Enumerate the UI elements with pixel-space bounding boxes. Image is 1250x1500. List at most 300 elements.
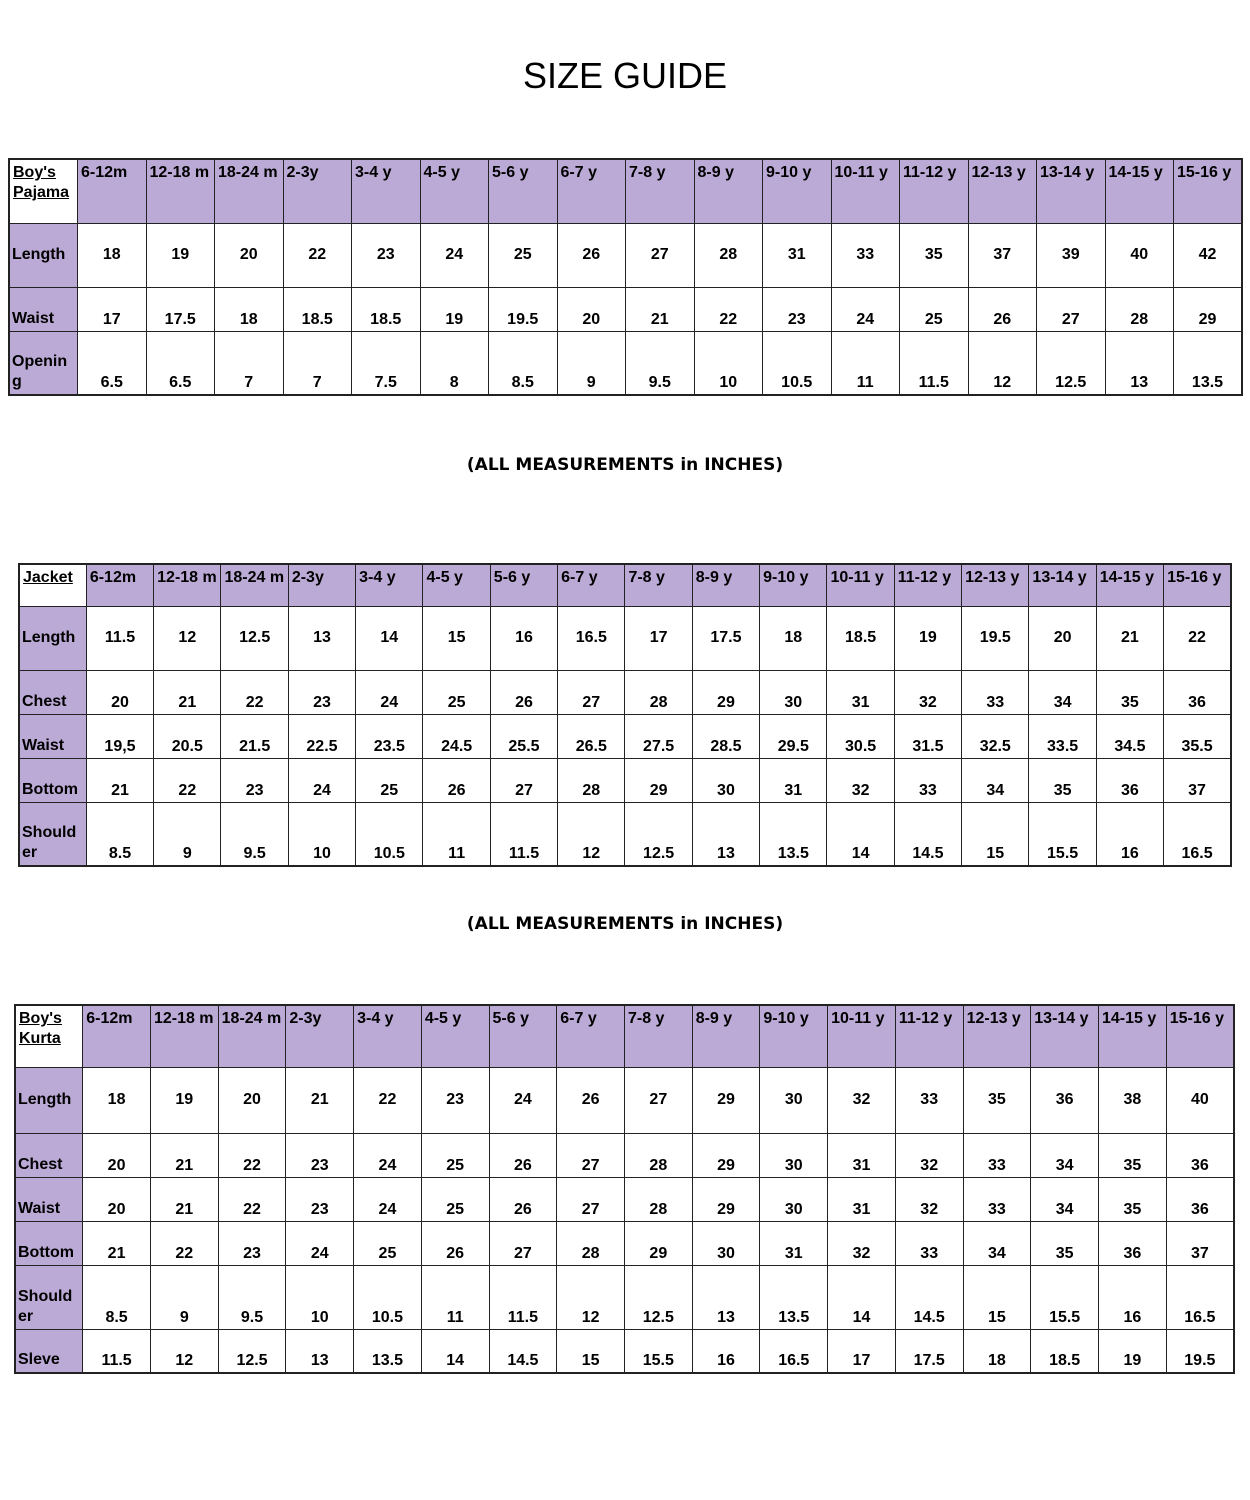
measurement-value: 11.5 bbox=[489, 1265, 557, 1329]
measurement-value: 18.5 bbox=[352, 287, 421, 331]
measurement-value: 37 bbox=[968, 223, 1037, 287]
measurement-value: 31.5 bbox=[894, 714, 961, 758]
measurement-value: 20 bbox=[218, 1067, 286, 1133]
measurement-value: 28 bbox=[557, 1221, 625, 1265]
measurement-label: Opening bbox=[9, 331, 78, 395]
measurement-value: 21 bbox=[1096, 606, 1163, 670]
measurement-value: 18.5 bbox=[827, 606, 894, 670]
measurement-value: 32 bbox=[828, 1221, 896, 1265]
measurement-value: 31 bbox=[760, 1221, 828, 1265]
measurement-value: 40 bbox=[1166, 1067, 1234, 1133]
measurement-row bbox=[19, 802, 1231, 866]
measurement-label: Chest bbox=[15, 1133, 83, 1177]
measurement-value: 26 bbox=[489, 1177, 557, 1221]
measurement-value: 35 bbox=[1029, 758, 1096, 802]
measurement-value: 31 bbox=[760, 758, 827, 802]
measurement-value: 16.5 bbox=[558, 606, 625, 670]
measurement-value: 19.5 bbox=[489, 287, 558, 331]
measurement-note: (ALL MEASUREMENTS in INCHES) bbox=[466, 455, 784, 475]
measurement-value: 17.5 bbox=[895, 1329, 963, 1373]
measurement-value: 15.5 bbox=[1029, 802, 1096, 866]
page-title: SIZE GUIDE bbox=[522, 55, 728, 96]
measurement-value: 17 bbox=[828, 1329, 896, 1373]
measurement-value: 25 bbox=[900, 287, 969, 331]
measurement-value: 19 bbox=[1099, 1329, 1167, 1373]
size-header-cell: 15-16 y bbox=[1166, 1005, 1234, 1067]
measurement-value: 16 bbox=[1099, 1265, 1167, 1329]
measurement-value: 26 bbox=[489, 1133, 557, 1177]
size-header-cell: 5-6 y bbox=[490, 564, 557, 606]
size-header-cell: 7-8 y bbox=[626, 159, 695, 223]
measurement-value: 17 bbox=[78, 287, 147, 331]
size-header-cell: 9-10 y bbox=[760, 1005, 828, 1067]
measurement-value: 13.5 bbox=[760, 1265, 828, 1329]
measurement-value: 6.5 bbox=[146, 331, 215, 395]
measurement-value: 30 bbox=[760, 1067, 828, 1133]
measurement-value: 26.5 bbox=[558, 714, 625, 758]
measurement-value: 13 bbox=[692, 802, 759, 866]
measurement-row bbox=[15, 1177, 1234, 1221]
measurement-label: Length bbox=[19, 606, 86, 670]
size-header-cell: 6-12m bbox=[83, 1005, 151, 1067]
measurement-value: 29 bbox=[692, 1067, 760, 1133]
measurement-value: 37 bbox=[1164, 758, 1231, 802]
measurement-label: Waist bbox=[15, 1177, 83, 1221]
measurement-value: 32.5 bbox=[962, 714, 1029, 758]
measurement-value: 28 bbox=[1105, 287, 1174, 331]
measurement-value: 30 bbox=[760, 1133, 828, 1177]
measurement-value: 38 bbox=[1099, 1067, 1167, 1133]
size-header-cell: 6-12m bbox=[86, 564, 153, 606]
measurement-value: 23 bbox=[286, 1177, 354, 1221]
size-header-cell: 8-9 y bbox=[692, 564, 759, 606]
measurement-value: 42 bbox=[1174, 223, 1243, 287]
measurement-value: 11 bbox=[421, 1265, 489, 1329]
size-header-cell: 14-15 y bbox=[1099, 1005, 1167, 1067]
size-header-cell: 9-10 y bbox=[763, 159, 832, 223]
measurement-value: 7 bbox=[283, 331, 352, 395]
size-header-cell: 4-5 y bbox=[420, 159, 489, 223]
measurement-value: 25.5 bbox=[490, 714, 557, 758]
measurement-value: 31 bbox=[827, 670, 894, 714]
measurement-value: 18 bbox=[215, 287, 284, 331]
measurement-value: 16.5 bbox=[1164, 802, 1231, 866]
measurement-label: Bottom bbox=[15, 1221, 83, 1265]
measurement-value: 28 bbox=[558, 758, 625, 802]
size-header-cell: 3-4 y bbox=[354, 1005, 422, 1067]
measurement-value: 21 bbox=[150, 1133, 218, 1177]
measurement-value: 32 bbox=[894, 670, 961, 714]
measurement-value: 9 bbox=[150, 1265, 218, 1329]
measurement-value: 21 bbox=[86, 758, 153, 802]
table-label: Boy's Kurta bbox=[15, 1005, 83, 1067]
measurement-value: 9 bbox=[154, 802, 221, 866]
measurement-value: 18 bbox=[963, 1329, 1031, 1373]
size-header-cell: 10-11 y bbox=[831, 159, 900, 223]
measurement-value: 13 bbox=[286, 1329, 354, 1373]
size-header-cell: 2-3y bbox=[283, 159, 352, 223]
measurement-row bbox=[15, 1133, 1234, 1177]
measurement-value: 39 bbox=[1037, 223, 1106, 287]
measurement-value: 13.5 bbox=[1174, 331, 1243, 395]
measurement-value: 29 bbox=[624, 1221, 692, 1265]
measurement-row bbox=[9, 331, 1242, 395]
measurement-value: 22 bbox=[354, 1067, 422, 1133]
measurement-label: Shoulder bbox=[19, 802, 86, 866]
size-header-row bbox=[9, 159, 1242, 223]
measurement-value: 28 bbox=[624, 1177, 692, 1221]
pajama-size-table bbox=[8, 158, 1243, 396]
size-header-cell: 10-11 y bbox=[828, 1005, 896, 1067]
table-label: Boy's Pajama bbox=[9, 159, 78, 223]
measurement-value: 14 bbox=[356, 606, 423, 670]
size-header-cell: 12-18 m bbox=[154, 564, 221, 606]
measurement-value: 12.5 bbox=[221, 606, 288, 670]
measurement-value: 10.5 bbox=[763, 331, 832, 395]
measurement-value: 21 bbox=[150, 1177, 218, 1221]
measurement-value: 25 bbox=[421, 1177, 489, 1221]
size-header-cell: 7-8 y bbox=[624, 1005, 692, 1067]
size-header-cell: 18-24 m bbox=[218, 1005, 286, 1067]
measurement-value: 36 bbox=[1099, 1221, 1167, 1265]
measurement-value: 29 bbox=[692, 1133, 760, 1177]
measurement-row bbox=[9, 287, 1242, 331]
measurement-value: 23 bbox=[421, 1067, 489, 1133]
measurement-value: 23 bbox=[352, 223, 421, 287]
size-header-cell: 8-9 y bbox=[694, 159, 763, 223]
measurement-label: Shoulder bbox=[15, 1265, 83, 1329]
measurement-row bbox=[19, 670, 1231, 714]
measurement-value: 20 bbox=[83, 1177, 151, 1221]
measurement-label: Waist bbox=[19, 714, 86, 758]
measurement-value: 33 bbox=[894, 758, 961, 802]
size-header-cell: 6-12m bbox=[78, 159, 147, 223]
measurement-value: 22 bbox=[694, 287, 763, 331]
measurement-value: 30 bbox=[760, 1177, 828, 1221]
measurement-value: 13 bbox=[288, 606, 355, 670]
measurement-value: 12 bbox=[968, 331, 1037, 395]
measurement-value: 8.5 bbox=[86, 802, 153, 866]
measurement-value: 12.5 bbox=[625, 802, 692, 866]
measurement-value: 22.5 bbox=[288, 714, 355, 758]
measurement-value: 36 bbox=[1164, 670, 1231, 714]
measurement-value: 14.5 bbox=[895, 1265, 963, 1329]
size-header-cell: 13-14 y bbox=[1029, 564, 1096, 606]
measurement-value: 20.5 bbox=[154, 714, 221, 758]
measurement-value: 20 bbox=[86, 670, 153, 714]
measurement-value: 14 bbox=[827, 802, 894, 866]
measurement-value: 10 bbox=[288, 802, 355, 866]
measurement-value: 33 bbox=[963, 1133, 1031, 1177]
measurement-value: 6.5 bbox=[78, 331, 147, 395]
measurement-row bbox=[15, 1221, 1234, 1265]
size-header-cell: 5-6 y bbox=[489, 1005, 557, 1067]
measurement-value: 19 bbox=[150, 1067, 218, 1133]
measurement-value: 7 bbox=[215, 331, 284, 395]
size-header-cell: 18-24 m bbox=[221, 564, 288, 606]
measurement-value: 18 bbox=[760, 606, 827, 670]
measurement-value: 21 bbox=[83, 1221, 151, 1265]
measurement-value: 27 bbox=[558, 670, 625, 714]
measurement-value: 35 bbox=[1099, 1177, 1167, 1221]
size-header-row bbox=[19, 564, 1231, 606]
kurta-size-table bbox=[14, 1004, 1235, 1374]
measurement-row bbox=[19, 606, 1231, 670]
jacket-size-table bbox=[18, 563, 1232, 867]
measurement-value: 15 bbox=[423, 606, 490, 670]
measurement-value: 31 bbox=[828, 1177, 896, 1221]
size-header-cell: 4-5 y bbox=[423, 564, 490, 606]
measurement-value: 15.5 bbox=[624, 1329, 692, 1373]
measurement-value: 11 bbox=[423, 802, 490, 866]
measurement-value: 26 bbox=[968, 287, 1037, 331]
size-header-cell: 14-15 y bbox=[1096, 564, 1163, 606]
measurement-value: 17 bbox=[625, 606, 692, 670]
measurement-value: 23.5 bbox=[356, 714, 423, 758]
measurement-value: 32 bbox=[828, 1067, 896, 1133]
measurement-value: 34 bbox=[1031, 1177, 1099, 1221]
measurement-value: 9.5 bbox=[626, 331, 695, 395]
measurement-value: 9 bbox=[557, 331, 626, 395]
measurement-value: 23 bbox=[288, 670, 355, 714]
measurement-value: 23 bbox=[763, 287, 832, 331]
measurement-value: 29 bbox=[1174, 287, 1243, 331]
measurement-value: 10.5 bbox=[354, 1265, 422, 1329]
measurement-value: 26 bbox=[557, 1067, 625, 1133]
measurement-label: Bottom bbox=[19, 758, 86, 802]
measurement-value: 40 bbox=[1105, 223, 1174, 287]
measurement-value: 33 bbox=[895, 1221, 963, 1265]
size-header-cell: 3-4 y bbox=[352, 159, 421, 223]
measurement-label: Chest bbox=[19, 670, 86, 714]
measurement-value: 10.5 bbox=[356, 802, 423, 866]
measurement-value: 33 bbox=[962, 670, 1029, 714]
measurement-value: 35 bbox=[963, 1067, 1031, 1133]
size-header-cell: 11-12 y bbox=[894, 564, 961, 606]
measurement-value: 20 bbox=[557, 287, 626, 331]
measurement-value: 36 bbox=[1031, 1067, 1099, 1133]
size-header-cell: 11-12 y bbox=[900, 159, 969, 223]
size-header-row bbox=[15, 1005, 1234, 1067]
measurement-value: 9.5 bbox=[221, 802, 288, 866]
measurement-value: 28.5 bbox=[692, 714, 759, 758]
measurement-value: 22 bbox=[218, 1133, 286, 1177]
size-header-cell: 12-18 m bbox=[146, 159, 215, 223]
table-label: Jacket bbox=[19, 564, 86, 606]
measurement-value: 26 bbox=[490, 670, 557, 714]
measurement-value: 8.5 bbox=[83, 1265, 151, 1329]
measurement-value: 10 bbox=[694, 331, 763, 395]
measurement-row bbox=[15, 1265, 1234, 1329]
measurement-value: 12 bbox=[154, 606, 221, 670]
measurement-value: 32 bbox=[895, 1177, 963, 1221]
measurement-value: 25 bbox=[356, 758, 423, 802]
measurement-value: 27 bbox=[557, 1133, 625, 1177]
measurement-value: 8 bbox=[420, 331, 489, 395]
size-header-cell: 14-15 y bbox=[1105, 159, 1174, 223]
size-header-cell: 7-8 y bbox=[625, 564, 692, 606]
measurement-value: 20 bbox=[215, 223, 284, 287]
measurement-value: 17.5 bbox=[692, 606, 759, 670]
measurement-value: 16 bbox=[490, 606, 557, 670]
measurement-value: 19.5 bbox=[962, 606, 1029, 670]
measurement-value: 35 bbox=[1096, 670, 1163, 714]
size-header-cell: 2-3y bbox=[286, 1005, 354, 1067]
measurement-value: 24.5 bbox=[423, 714, 490, 758]
measurement-value: 24 bbox=[489, 1067, 557, 1133]
measurement-row bbox=[15, 1067, 1234, 1133]
size-header-cell: 18-24 m bbox=[215, 159, 284, 223]
measurement-value: 13 bbox=[1105, 331, 1174, 395]
measurement-value: 30 bbox=[692, 1221, 760, 1265]
measurement-value: 22 bbox=[218, 1177, 286, 1221]
measurement-value: 37 bbox=[1166, 1221, 1234, 1265]
measurement-value: 21 bbox=[626, 287, 695, 331]
measurement-value: 29.5 bbox=[760, 714, 827, 758]
size-header-cell: 12-13 y bbox=[962, 564, 1029, 606]
measurement-row bbox=[9, 223, 1242, 287]
size-header-cell: 2-3y bbox=[288, 564, 355, 606]
measurement-value: 26 bbox=[423, 758, 490, 802]
measurement-value: 9.5 bbox=[218, 1265, 286, 1329]
measurement-value: 34.5 bbox=[1096, 714, 1163, 758]
size-header-cell: 10-11 y bbox=[827, 564, 894, 606]
measurement-value: 34 bbox=[1031, 1133, 1099, 1177]
size-header-cell: 11-12 y bbox=[895, 1005, 963, 1067]
size-header-cell: 6-7 y bbox=[558, 564, 625, 606]
measurement-value: 33 bbox=[831, 223, 900, 287]
measurement-value: 35 bbox=[900, 223, 969, 287]
measurement-value: 27 bbox=[489, 1221, 557, 1265]
measurement-value: 26 bbox=[557, 223, 626, 287]
measurement-row bbox=[19, 758, 1231, 802]
measurement-value: 36 bbox=[1096, 758, 1163, 802]
size-header-cell: 3-4 y bbox=[356, 564, 423, 606]
measurement-value: 35 bbox=[1031, 1221, 1099, 1265]
measurement-value: 22 bbox=[154, 758, 221, 802]
measurement-value: 24 bbox=[420, 223, 489, 287]
measurement-value: 21.5 bbox=[221, 714, 288, 758]
measurement-value: 12.5 bbox=[1037, 331, 1106, 395]
size-header-cell: 8-9 y bbox=[692, 1005, 760, 1067]
measurement-value: 25 bbox=[423, 670, 490, 714]
measurement-label: Sleve bbox=[15, 1329, 83, 1373]
size-header-cell: 5-6 y bbox=[489, 159, 558, 223]
measurement-value: 10 bbox=[286, 1265, 354, 1329]
measurement-value: 21 bbox=[286, 1067, 354, 1133]
measurement-value: 33.5 bbox=[1029, 714, 1096, 758]
size-header-cell: 12-13 y bbox=[968, 159, 1037, 223]
measurement-value: 11.5 bbox=[490, 802, 557, 866]
measurement-value: 14 bbox=[421, 1329, 489, 1373]
measurement-value: 30 bbox=[692, 758, 759, 802]
measurement-value: 18.5 bbox=[283, 287, 352, 331]
measurement-value: 26 bbox=[421, 1221, 489, 1265]
measurement-value: 36 bbox=[1166, 1133, 1234, 1177]
measurement-value: 34 bbox=[1029, 670, 1096, 714]
measurement-value: 29 bbox=[625, 758, 692, 802]
size-header-cell: 13-14 y bbox=[1031, 1005, 1099, 1067]
measurement-value: 18.5 bbox=[1031, 1329, 1099, 1373]
measurement-value: 24 bbox=[286, 1221, 354, 1265]
measurement-note: (ALL MEASUREMENTS in INCHES) bbox=[466, 914, 784, 934]
measurement-value: 29 bbox=[692, 670, 759, 714]
measurement-value: 11.5 bbox=[83, 1329, 151, 1373]
measurement-row bbox=[19, 714, 1231, 758]
measurement-value: 11 bbox=[831, 331, 900, 395]
size-header-cell: 15-16 y bbox=[1164, 564, 1231, 606]
measurement-value: 20 bbox=[83, 1133, 151, 1177]
measurement-value: 25 bbox=[354, 1221, 422, 1265]
measurement-value: 15 bbox=[962, 802, 1029, 866]
size-header-cell: 4-5 y bbox=[421, 1005, 489, 1067]
measurement-value: 11.5 bbox=[86, 606, 153, 670]
measurement-value: 32 bbox=[895, 1133, 963, 1177]
measurement-value: 22 bbox=[150, 1221, 218, 1265]
size-header-cell: 6-7 y bbox=[557, 159, 626, 223]
measurement-value: 36 bbox=[1166, 1177, 1234, 1221]
measurement-row bbox=[15, 1329, 1234, 1373]
measurement-value: 24 bbox=[354, 1177, 422, 1221]
measurement-value: 27 bbox=[1037, 287, 1106, 331]
measurement-value: 19.5 bbox=[1166, 1329, 1234, 1373]
measurement-value: 18 bbox=[83, 1067, 151, 1133]
measurement-value: 27.5 bbox=[625, 714, 692, 758]
measurement-value: 21 bbox=[154, 670, 221, 714]
measurement-value: 28 bbox=[694, 223, 763, 287]
measurement-value: 12 bbox=[558, 802, 625, 866]
measurement-value: 12 bbox=[557, 1265, 625, 1329]
measurement-value: 31 bbox=[763, 223, 832, 287]
measurement-value: 30.5 bbox=[827, 714, 894, 758]
size-header-cell: 6-7 y bbox=[557, 1005, 625, 1067]
measurement-value: 17.5 bbox=[146, 287, 215, 331]
measurement-value: 34 bbox=[963, 1221, 1031, 1265]
measurement-value: 22 bbox=[221, 670, 288, 714]
size-header-cell: 12-13 y bbox=[963, 1005, 1031, 1067]
measurement-value: 19 bbox=[146, 223, 215, 287]
measurement-value: 25 bbox=[489, 223, 558, 287]
measurement-value: 24 bbox=[356, 670, 423, 714]
measurement-value: 23 bbox=[218, 1221, 286, 1265]
measurement-value: 15 bbox=[963, 1265, 1031, 1329]
measurement-value: 24 bbox=[831, 287, 900, 331]
measurement-value: 16.5 bbox=[760, 1329, 828, 1373]
measurement-value: 19 bbox=[894, 606, 961, 670]
measurement-value: 12.5 bbox=[624, 1265, 692, 1329]
measurement-value: 19 bbox=[420, 287, 489, 331]
measurement-value: 8.5 bbox=[489, 331, 558, 395]
measurement-value: 27 bbox=[624, 1067, 692, 1133]
size-header-cell: 15-16 y bbox=[1174, 159, 1243, 223]
measurement-value: 23 bbox=[286, 1133, 354, 1177]
measurement-value: 24 bbox=[288, 758, 355, 802]
measurement-value: 23 bbox=[221, 758, 288, 802]
measurement-value: 12 bbox=[150, 1329, 218, 1373]
measurement-label: Waist bbox=[9, 287, 78, 331]
measurement-value: 16.5 bbox=[1166, 1265, 1234, 1329]
measurement-value: 16 bbox=[1096, 802, 1163, 866]
measurement-value: 14 bbox=[828, 1265, 896, 1329]
measurement-value: 19,5 bbox=[86, 714, 153, 758]
measurement-value: 28 bbox=[625, 670, 692, 714]
measurement-value: 33 bbox=[895, 1067, 963, 1133]
size-header-cell: 12-18 m bbox=[150, 1005, 218, 1067]
measurement-value: 27 bbox=[490, 758, 557, 802]
measurement-value: 15.5 bbox=[1031, 1265, 1099, 1329]
measurement-label: Length bbox=[9, 223, 78, 287]
size-header-cell: 9-10 y bbox=[760, 564, 827, 606]
